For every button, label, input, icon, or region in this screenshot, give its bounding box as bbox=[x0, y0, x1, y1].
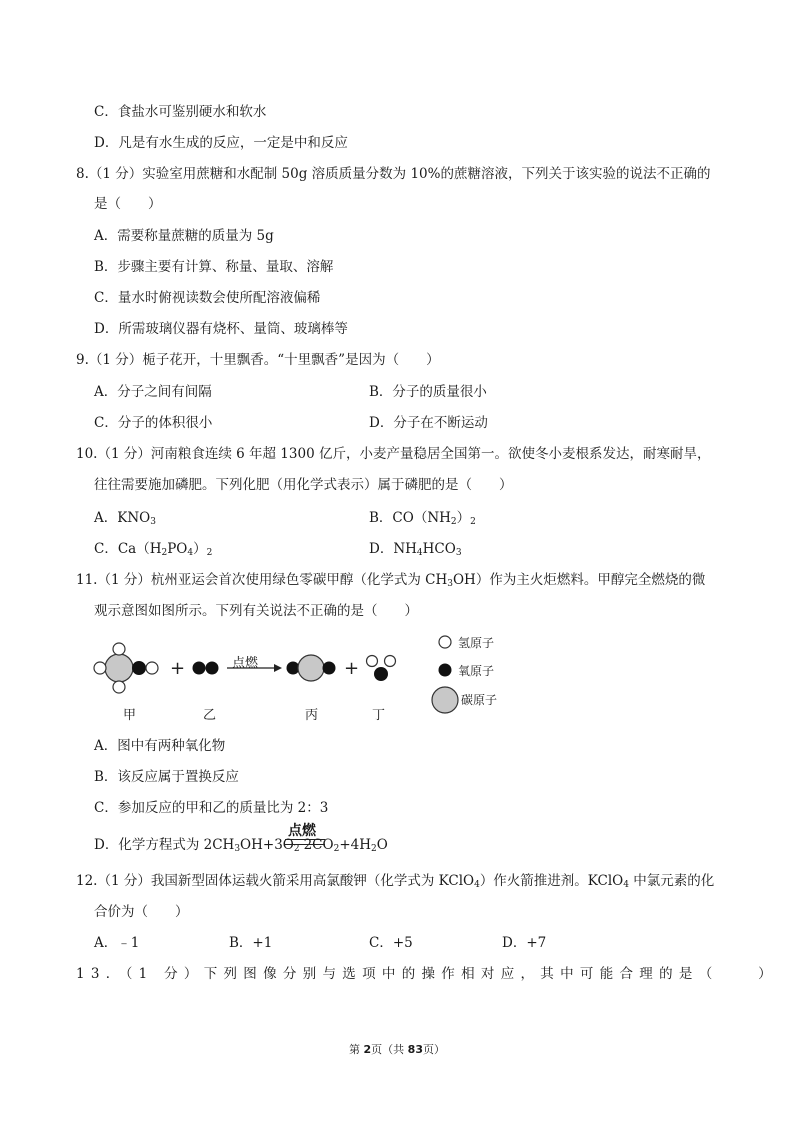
molecule-yi bbox=[193, 662, 219, 675]
q12-stem-line1: 12.（1 分）我国新型固体运载火箭采用高氯酸钾（化学式为 KClO$_4$）作火箭推进剂。KClO$_4$ 中氯元素的化 bbox=[76, 873, 715, 890]
q9-option-c: C．分子的体积很小 bbox=[94, 415, 213, 431]
q8-stem-line1: 8.（1 分）实验室用蔗糖和水配制 50g 溶质质量分数为 10%的蔗糖溶液，下列关于该实验的说法不正确的 bbox=[76, 166, 711, 182]
arrow-condition-label: 点燃 bbox=[232, 656, 259, 671]
plus-sign-2: + bbox=[344, 658, 360, 679]
molecule-label-yi: 乙 bbox=[203, 708, 217, 723]
q9-option-a: A．分子之间有间隔 bbox=[94, 384, 212, 400]
q10-option-b: B．$CO(NH_2)_2$ bbox=[369, 510, 476, 527]
legend-hydrogen-icon bbox=[439, 636, 451, 648]
q11-stem-line1: 11.（1 分）杭州亚运会首次使用绿色零碳甲醇（化学式为 $CH_3OH$）作为主火炬燃料。甲醇完全燃烧的微 bbox=[76, 572, 706, 589]
q11-stem-line2: 观示意图如图所示。下列有关说法不正确的是（ ） bbox=[94, 603, 418, 619]
q8-option-d: D．所需玻璃仪器有烧杯、量筒、玻璃棒等 bbox=[94, 321, 348, 337]
molecule-label-jia: 甲 bbox=[123, 708, 137, 723]
q7-option-c: C．食盐水可鉴别硬水和软水 bbox=[94, 104, 267, 120]
q8-stem-line2: 是（ ） bbox=[94, 196, 162, 212]
q9-option-d: D．分子在不断运动 bbox=[369, 415, 488, 431]
q12-stem-line2: 合价为（ ） bbox=[94, 904, 189, 920]
q12-option-d: D．+7 bbox=[502, 935, 547, 951]
legend-carbon-icon bbox=[432, 687, 458, 713]
q10-stem-line1: 10.（1 分）河南粮食连续 6 年超 1300 亿斤，小麦产量稳居全国第一。欲使冬小麦根系发达，耐寒耐旱， bbox=[76, 446, 711, 462]
legend-hydrogen-label: 氢原子 bbox=[458, 636, 495, 650]
q13-stem: 13．（1 分）下列图像分别与选项中的操作相对应，其中可能合理的是（ ） bbox=[76, 966, 778, 982]
equation-equal-sign bbox=[285, 839, 325, 845]
molecule-label-ding: 丁 bbox=[372, 708, 386, 723]
q11-option-a: A．图中有两种氧化物 bbox=[94, 738, 226, 754]
legend-oxygen-icon bbox=[439, 664, 452, 677]
legend-oxygen-label: 氧原子 bbox=[458, 664, 495, 678]
q11-option-c: C．参加反应的甲和乙的质量比为 2：3 bbox=[94, 800, 329, 816]
q11-option-b: B．该反应属于置换反应 bbox=[94, 769, 239, 785]
equation-condition: 点燃 bbox=[288, 823, 316, 839]
q10-option-a: A．$KNO_3$ bbox=[94, 510, 156, 527]
molecule-jia bbox=[94, 643, 158, 693]
molecule-label-bing: 丙 bbox=[305, 708, 319, 723]
molecule-bing bbox=[287, 655, 336, 681]
q10-option-d: D．$NH_4HCO_3$ bbox=[369, 541, 462, 558]
q10-option-c: C．$Ca(H_2PO_4)_2$ bbox=[94, 541, 213, 558]
plus-sign-1: + bbox=[170, 658, 186, 679]
q12-option-b: B．+1 bbox=[229, 935, 273, 951]
q8-option-b: B．步骤主要有计算、称量、量取、溶解 bbox=[94, 259, 334, 275]
q9-stem: 9.（1 分）栀子花开，十里飘香。“十里飘香”是因为（ ） bbox=[76, 352, 440, 368]
q12-option-a: A．﹣1 bbox=[94, 935, 140, 951]
q9-option-b: B．分子的质量很小 bbox=[369, 384, 487, 400]
q8-option-a: A．需要称量蔗糖的质量为 5g bbox=[94, 228, 274, 244]
q7-option-d: D．凡是有水生成的反应，一定是中和反应 bbox=[94, 135, 348, 151]
page-footer: 第 2页（共 83页） bbox=[349, 1043, 445, 1056]
molecule-ding bbox=[367, 656, 396, 682]
q11-option-d: D．化学方程式为 $2CH_3OH+3O_2$ $2CO_2+4H_2O$ bbox=[94, 837, 388, 854]
legend-carbon-label: 碳原子 bbox=[461, 693, 498, 707]
q12-option-c: C．+5 bbox=[369, 935, 413, 951]
q10-stem-line2: 往往需要施加磷肥。下列化肥（用化学式表示）属于磷肥的是（ ） bbox=[94, 477, 513, 493]
q8-option-c: C．量水时俯视读数会使所配溶液偏稀 bbox=[94, 290, 321, 306]
